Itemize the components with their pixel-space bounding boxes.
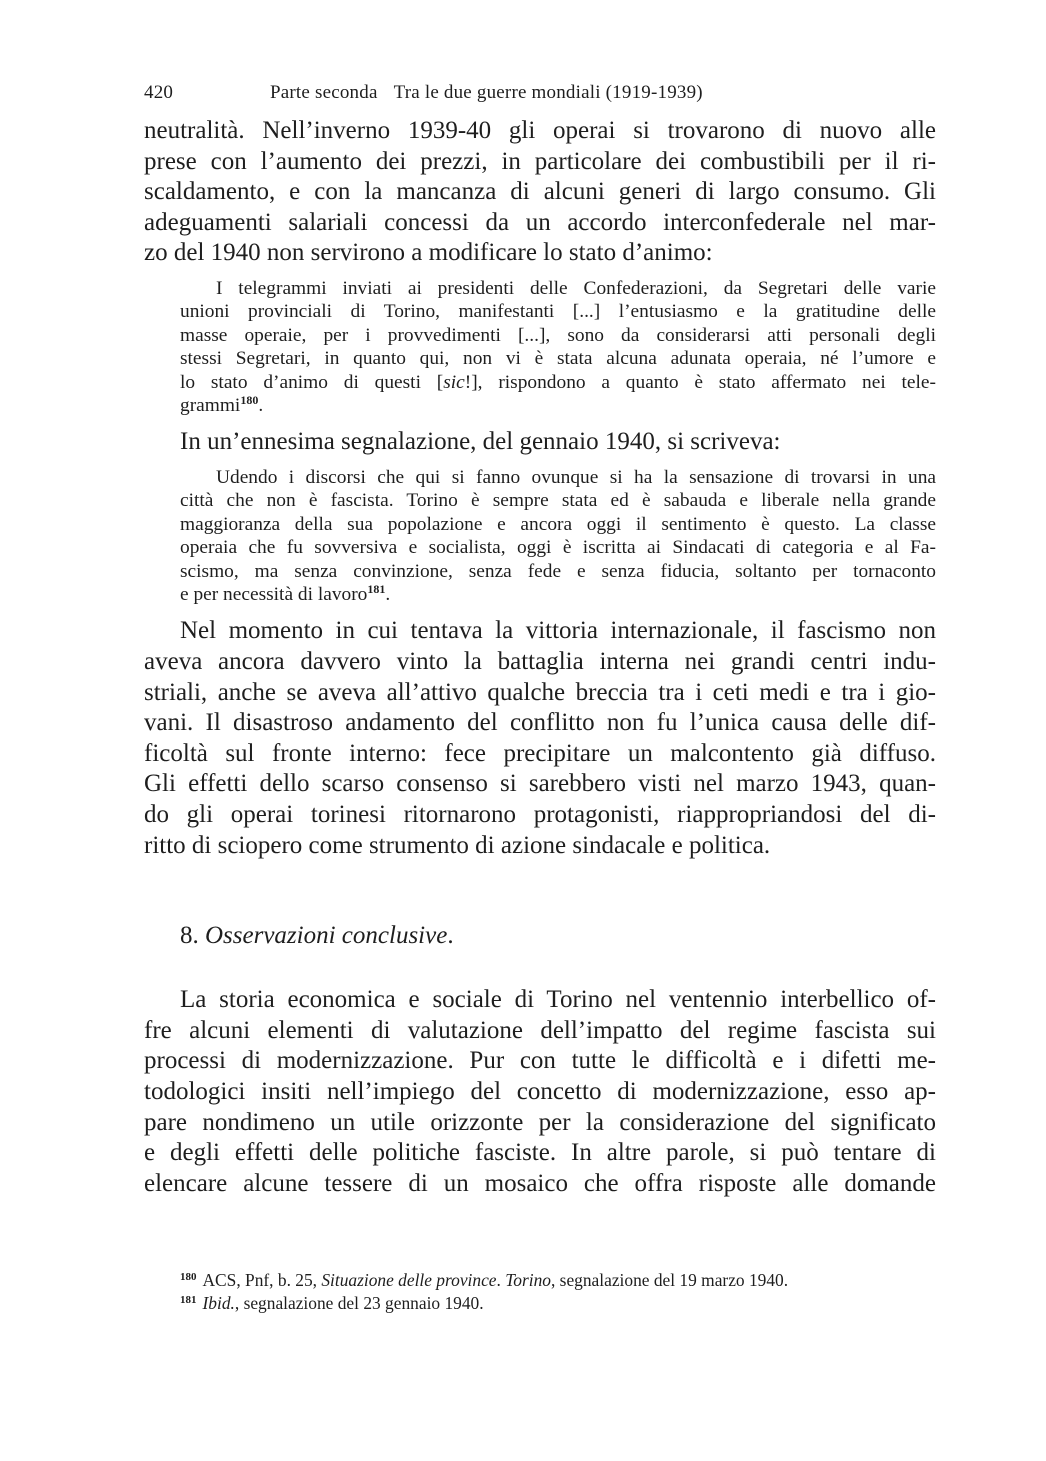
section-title: Osservazioni conclusive <box>205 922 448 950</box>
page <box>144 80 936 1199</box>
footnote-181 <box>180 1292 940 1315</box>
quote-text: e per necessità di lavoro <box>180 584 368 606</box>
footnote-180 <box>180 1269 940 1292</box>
paragraph-3 <box>144 616 936 861</box>
block-quote-1 <box>180 277 936 417</box>
quote-line: maggioranza della sua popolazione e ancora oggi il sentimento è questo. La classe <box>180 513 936 535</box>
footnote-italic: Situazione delle province <box>321 1270 497 1290</box>
section-heading <box>180 921 936 951</box>
footnote-ref-181[interactable]: 181 <box>367 582 386 597</box>
quote-text: . <box>258 395 264 416</box>
quote-line: scismo, ma senza convinzione, senza fede e senza fiducia, soltanto per tornaconto <box>180 560 936 582</box>
text-line: processi di modernizzazione. Pur con tutte le difficoltà e i difetti me- <box>144 1047 936 1075</box>
text-line: striali, anche se aveva all’attivo qualche breccia tra i ceti medi e tra i gio- <box>144 678 936 706</box>
quote-line: I telegrammi inviati ai presidenti delle Confederazioni, da Segretari delle varie <box>216 277 936 299</box>
text-line: vani. Il disastroso andamento del conflitto non fu l’unica causa delle dif- <box>144 709 936 737</box>
quote-line: Udendo i discorsi che qui si fanno ovunque si ha la sensazione di trovarsi in una <box>216 467 936 488</box>
quote-text: !], rispondono a quanto è stato affermato nei tele- <box>464 371 936 393</box>
paragraph-1 <box>144 116 936 269</box>
paragraph-2 <box>144 427 936 458</box>
footnote-text: , segnalazione del 19 marzo 1940. <box>550 1270 789 1290</box>
section-title-end: . <box>447 922 454 950</box>
quote-line <box>180 583 936 606</box>
text-line: prese con l’aumento dei prezzi, in particolare dei combustibili per il ri- <box>144 147 936 175</box>
text-line: fre alcuni elementi di valutazione dell’impatto del regime fascista sui <box>144 1016 936 1044</box>
text-line: e degli effetti delle politiche fasciste. In altre parole, si può tentare di <box>144 1139 936 1167</box>
paragraph-4 <box>144 985 936 1199</box>
text-line: neutralità. Nell’inverno 1939-40 gli operai si trovarono di nuovo alle <box>144 117 936 144</box>
quote-line <box>180 394 936 417</box>
running-title: Tra le due guerre mondiali (1919-1939) <box>393 82 703 103</box>
text-line: Nel momento in cui tentava la vittoria internazionale, il fascismo non <box>180 617 936 645</box>
running-head <box>144 80 936 106</box>
footnote-number: 180 <box>180 1271 197 1283</box>
text-line: ritto di sciopero come strumento di azione sindacale e politica. <box>144 831 771 859</box>
text-line: aveva ancora davvero vinto la battaglia interna nei grandi centri indu- <box>144 648 936 676</box>
quote-line: unioni provinciali di Torino, manifestanti [...] l’entusiasmo e la gratitudine delle <box>180 301 936 323</box>
footnote-text: ACS, Pnf, b. 25, <box>202 1270 322 1290</box>
footnote-ref-180[interactable]: 180 <box>240 393 259 407</box>
quote-line <box>180 371 936 394</box>
text-line: pare nondimeno un utile orizzonte per la considerazione del significato <box>144 1108 936 1136</box>
page-number: 420 <box>144 82 174 103</box>
part-label: Parte seconda <box>270 82 378 103</box>
text-line: La storia economica e sociale di Torino nel ventennio interbellico of- <box>180 986 936 1014</box>
block-quote-2 <box>180 466 936 606</box>
footnote-number: 181 <box>180 1294 197 1306</box>
footnote-text: , segnalazione del 23 gennaio 1940. <box>234 1293 484 1313</box>
sic-italic: sic <box>443 371 465 393</box>
quote-text: lo stato d’animo di questi [ <box>180 371 444 393</box>
text-line: zo del 1940 non servirono a modificare lo stato d’animo: <box>144 239 713 267</box>
footnote-italic: Ibid. <box>202 1293 235 1313</box>
text-line: do gli operai torinesi ritornarono protagonisti, riappropriandosi del di- <box>144 801 936 828</box>
quote-text: . <box>385 584 391 606</box>
quote-text: grammi <box>180 395 241 416</box>
quote-line: città che non è fascista. Torino è sempre stata ed è sabauda e liberale nella grande <box>180 490 936 512</box>
section-number: 8. <box>180 922 199 950</box>
quote-line: operaia che fu sovversiva e socialista, oggi è iscritta ai Sindacati di categoria e al Fa- <box>180 537 936 559</box>
text-line: ficoltà sul fronte interno: fece precipitare un malcontento già diffuso. <box>144 739 936 767</box>
text-line: Gli effetti dello scarso consenso si sarebbero visti nel marzo 1943, quan- <box>144 770 936 798</box>
text-line: todologici insiti nell’impiego del concetto di modernizzazione, esso ap- <box>144 1077 936 1105</box>
text-line: elencare alcune tessere di un mosaico che offra risposte alle domande <box>144 1169 936 1197</box>
text-line: adeguamenti salariali concessi da un accordo interconfederale nel mar- <box>144 208 936 236</box>
footnotes <box>180 1269 940 1315</box>
footnote-text: . <box>496 1270 506 1290</box>
quote-line: masse operaie, per i provvedimenti [...], sono da considerarsi atti personali degli <box>180 324 936 346</box>
text-line: In un’ennesima segnalazione, del gennaio 1940, si scriveva: <box>180 428 781 456</box>
quote-line: stessi Segretari, in quanto qui, non vi è stata alcuna adunata operaia, né l’umore e <box>180 348 936 370</box>
text-line: scaldamento, e con la mancanza di alcuni generi di largo consumo. Gli <box>144 178 936 206</box>
footnote-italic: Torino <box>505 1270 551 1290</box>
